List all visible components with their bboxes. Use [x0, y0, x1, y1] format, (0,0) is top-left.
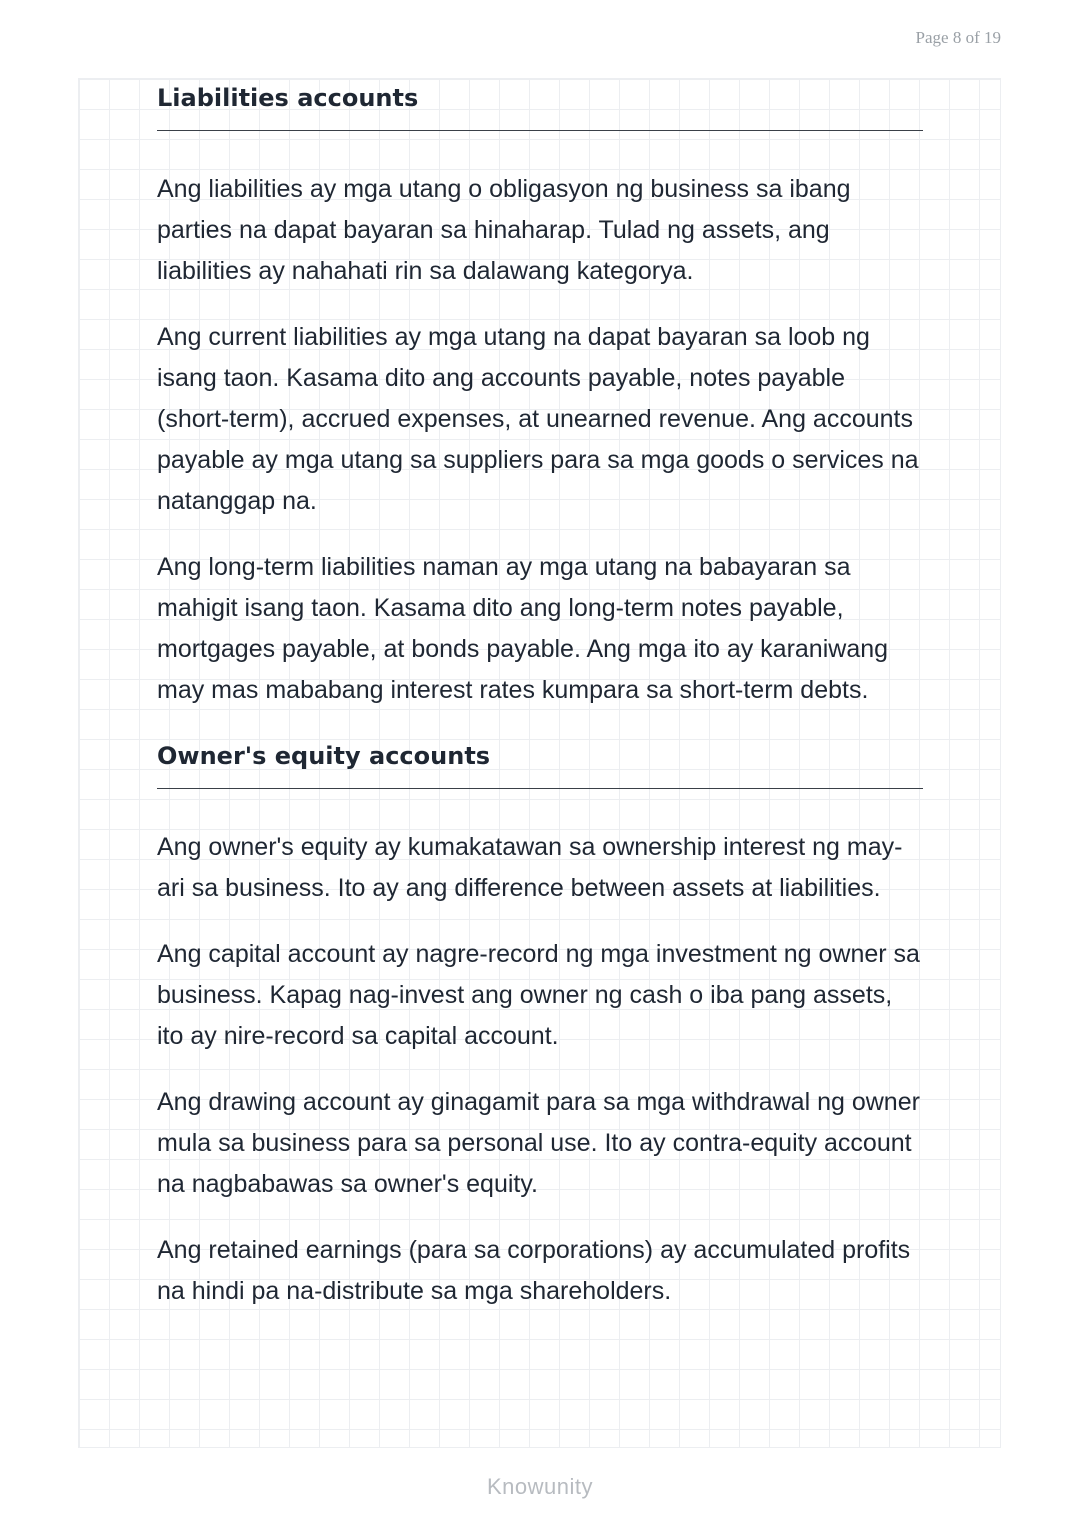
paragraph: Ang retained earnings (para sa corporations) ay accumulated profits na hindi pa na-distribute sa mga shareholders.: [157, 1236, 911, 1305]
paragraph: Ang liabilities ay mga utang o obligasyon ng business sa ibang parties na dapat bayaran sa hinaharap. Tulad ng assets, ang liabilities ay nahahati rin sa dalawang kategorya.: [157, 175, 851, 285]
section-divider: [157, 788, 923, 789]
paragraph: Ang long-term liabilities naman ay mga utang na babayaran sa mahigit isang taon. Kasama dito ang long-term notes payable, mortgages payable, at bonds payable. Ang mga ito ay karaniwang may mas mababang interest rates kumpara sa short-term debts.: [157, 553, 889, 704]
document-content: [157, 78, 923, 1337]
paragraph: Ang capital account ay nagre-record ng mga investment ng owner sa business. Kapag nag-invest ang owner ng cash o iba pang assets, ito ay nire-record sa capital account.: [157, 940, 920, 1050]
section-owners-equity: [157, 736, 923, 1312]
paragraph: Ang owner's equity ay kumakatawan sa ownership interest ng may-ari sa business. Ito ay ang difference between assets at liabilities.: [157, 833, 903, 902]
page-number: Page 8 of 19: [915, 28, 1001, 47]
footer-brand: Knowunity: [486, 1474, 593, 1499]
section-liabilities: [157, 78, 923, 711]
paragraph: Ang current liabilities ay mga utang na dapat bayaran sa loob ng isang taon. Kasama dito ang accounts payable, notes payable (short-term), accrued expenses, at unearned revenue. Ang accounts payable ay mga utang sa suppliers para sa mga goods o services na natanggap na.: [157, 323, 919, 515]
section-title-owners-equity: Owner's equity accounts: [157, 742, 491, 770]
section-title-liabilities: Liabilities accounts: [157, 84, 419, 112]
section-divider: [157, 130, 923, 131]
paragraph: Ang drawing account ay ginagamit para sa mga withdrawal ng owner mula sa business para sa personal use. Ito ay contra-equity account na nagbabawas sa owner's equity.: [157, 1088, 920, 1198]
